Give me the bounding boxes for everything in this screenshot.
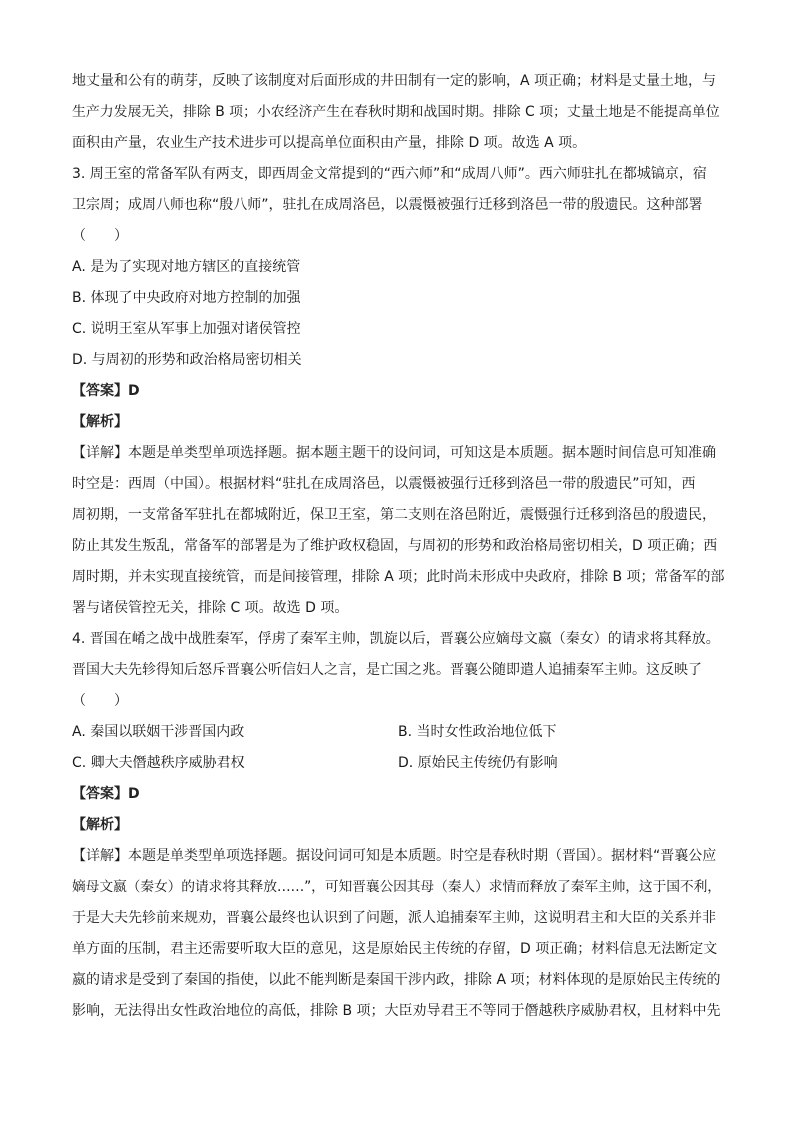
q3-option-b: B. 体现了中央政府对地方控制的加强 bbox=[72, 290, 301, 306]
q4-option-b: B. 当时女性政治地位低下 bbox=[398, 724, 557, 740]
q3-detail-line: 署与诸侯管控无关，排除 C 项。故选 D 项。 bbox=[72, 600, 349, 616]
q3-option-c: C. 说明王室从军事上加强对诸侯管控 bbox=[72, 321, 301, 337]
q4-detail-line: 影响，无法得出女性政治地位的高低，排除 B 项；大臣劝导君王不等同于僭越秩序威胁君权，且材料中先 bbox=[72, 1003, 721, 1019]
q2-analysis-line: 面积由产量，农业生产技术进步可以提高单位面积由产量，排除 D 项。故选 A 项。 bbox=[72, 135, 587, 151]
q3-detail-line: 【详解】本题是单类型单项选择题。据本题主题干的设问词，可知这是本质题。据本题时间信息可知准确 bbox=[72, 445, 716, 461]
document-content bbox=[72, 66, 724, 1027]
q3-detail-line: 防止其发生叛乱，常备军的部署是为了维护政权稳固，与周初的形势和政治格局密切相关，D 项正确；西 bbox=[72, 538, 718, 554]
q4-detail-line: 于是大夫先轸前来规劝，晋襄公最终也认识到了问题，派人追捕秦军主帅，这说明君主和大臣的关系并非 bbox=[72, 910, 716, 926]
q2-analysis-line: 地丈量和公有的萌芽，反映了该制度对后面形成的井田制有一定的影响，A 项正确；材料是丈量土地，与 bbox=[72, 73, 717, 89]
q4-detail-line: 单方面的压制，君主还需要听取大臣的意见，这是原始民主传统的存留，D 项正确；材料信息无法断定文 bbox=[72, 941, 718, 957]
q3-option-a: A. 是为了实现对地方辖区的直接统管 bbox=[72, 259, 301, 275]
q4-detail-line: 嬴的请求是受到了秦国的指使，以此不能判断是秦国干涉内政，排除 A 项；材料体现的是原始民主传统的 bbox=[72, 972, 721, 988]
q3-stem-blank: （ ） bbox=[72, 228, 128, 244]
q4-detail-line: 嫡母文嬴（秦女）的请求将其释放……”，可知晋襄公因其母（秦人）求情而释放了秦军主帅，这于国不利， bbox=[72, 879, 721, 895]
q3-answer: 【答案】D bbox=[72, 383, 140, 399]
q4-option-d: D. 原始民主传统仍有影响 bbox=[398, 755, 558, 771]
q4-stem-line: 4. 晋国在崤之战中战胜秦军，俘虏了秦军主帅，凯旋以后，晋襄公应嫡母文嬴（秦女）的请求将其释放。 bbox=[72, 631, 720, 647]
q3-detail-line: 周初期，一支常备军驻扎在都城附近，保卫王室，第二支则在洛邑附近，震慑强行迁移到洛邑的殷遗民， bbox=[72, 507, 716, 523]
q4-option-a: A. 秦国以联姻干涉晋国内政 bbox=[72, 724, 245, 740]
q3-analysis-label: 【解析】 bbox=[72, 414, 128, 430]
q4-options-row bbox=[72, 717, 724, 748]
q4-answer: 【答案】D bbox=[72, 786, 140, 802]
q3-detail-line: 时空是：西周（中国）。根据材料“驻扎在成周洛邑，以震慑被强行迁移到洛邑一带的殷遗民”可知，西 bbox=[72, 476, 696, 492]
q4-option-c: C. 卿大夫僭越秩序威胁君权 bbox=[72, 755, 245, 771]
q4-options-row bbox=[72, 748, 724, 779]
q4-detail-line: 【详解】本题是单类型单项选择题。据设问词可知是本质题。时空是春秋时期（晋国）。据材料“晋襄公应 bbox=[72, 848, 717, 864]
q3-stem-line: 3. 周王室的常备军队有两支，即西周金文常提到的“西六师”和“成周八师”。西六师驻扎在都城镐京，宿 bbox=[72, 166, 707, 182]
q4-stem-line: 晋国大夫先轸得知后怒斥晋襄公听信妇人之言，是亡国之兆。晋襄公随即遣人追捕秦军主帅。这反映了 bbox=[72, 662, 702, 678]
q2-analysis-line: 生产力发展无关，排除 B 项；小农经济产生在春秋时期和战国时期。排除 C 项；丈量土地是不能提高单位 bbox=[72, 104, 720, 120]
q3-option-d: D. 与周初的形势和政治格局密切相关 bbox=[72, 352, 302, 368]
q4-stem-blank: （ ） bbox=[72, 693, 128, 709]
q3-detail-line: 周时期，并未实现直接统管，而是间接管理，排除 A 项；此时尚未形成中央政府，排除 B 项；常备军的部 bbox=[72, 569, 725, 585]
q3-stem-line: 卫宗周；成周八师也称“殷八师”，驻扎在成周洛邑，以震慑被强行迁移到洛邑一带的殷遗民。这种部署 bbox=[72, 197, 703, 213]
q4-analysis-label: 【解析】 bbox=[72, 817, 128, 833]
